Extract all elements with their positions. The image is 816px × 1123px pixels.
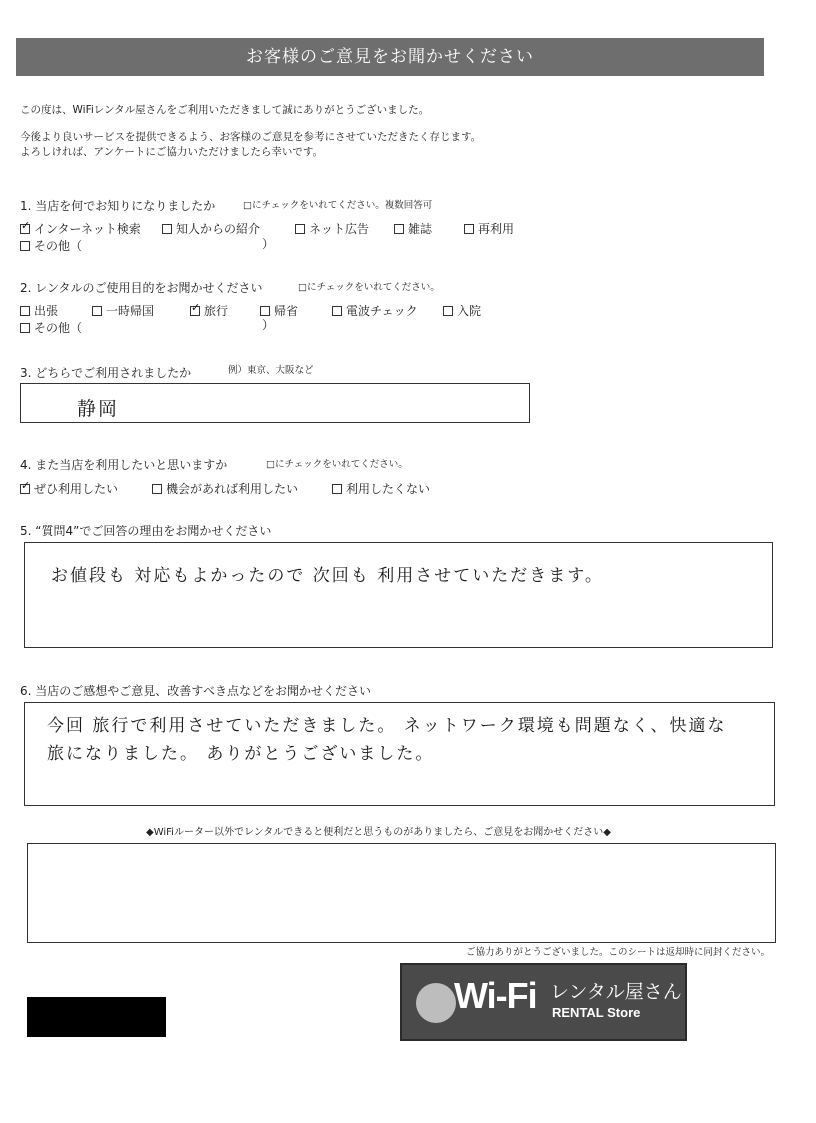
store-logo [400,963,687,1041]
intro-line-2: 今後より良いサービスを提供できるよう、お客様のご意見を参考にさせていただきたく存じます。 [20,131,482,143]
option-label: 雑誌 [408,222,433,236]
logo-en-text: RENTAL Store [552,1005,641,1020]
question-3-note: 例）東京、大阪など [228,365,314,376]
option-label: 電波チェック [346,304,418,318]
checkbox-icon[interactable] [20,306,30,316]
option-label: インターネット検索 [34,222,141,236]
q2-option-signal-check[interactable] [332,302,418,319]
option-label: ぜひ利用したい [34,482,119,496]
question-7-label: ◆WiFiルーター以外でレンタルできると便利だと思うものがありましたら、ご意見をお聞かせください◆ [146,827,611,838]
q4-option-if-opportunity[interactable] [152,480,298,497]
option-label: 出張 [34,304,59,318]
q5-answer-field[interactable] [24,542,773,648]
q6-handwritten-line-2: 旅になりました。 ありがとうございました。 [47,744,435,764]
q1-option-referral[interactable] [162,220,260,237]
option-label: 入院 [457,304,482,318]
checkbox-icon[interactable] [92,306,102,316]
option-label: その他（ [34,321,83,335]
option-label: 一時帰国 [106,304,155,318]
option-label: 知人からの紹介 [176,222,261,236]
logo-wifi-text: Wi-Fi [454,975,537,1016]
question-3-label: 3. どちらでご利用されましたか [20,366,192,380]
q3-answer-field[interactable] [20,383,530,423]
q5-handwritten-answer: お値段も 対応もよかったので 次回も 利用させていただきます。 [51,566,604,586]
q2-option-hospital[interactable] [443,302,481,319]
q1-option-reuse[interactable] [464,220,514,237]
checkbox-checked-icon[interactable] [190,306,200,316]
checkbox-icon[interactable] [332,306,342,316]
question-1-note: □にチェックをいれてください。複数回答可 [243,200,433,211]
checkbox-icon[interactable] [394,224,404,234]
checkbox-icon[interactable] [332,484,342,494]
question-4-note: □にチェックをいれてください。 [266,459,408,470]
checkbox-icon[interactable] [162,224,172,234]
option-label: ネット広告 [309,222,370,236]
checkbox-icon[interactable] [464,224,474,234]
q1-option-magazine[interactable] [394,220,432,237]
checkbox-icon[interactable] [295,224,305,234]
footer-thanks: ご協力ありがとうございました。このシートは返却時に同封ください。 [466,947,771,958]
q2-other-close-paren: ） [262,318,275,332]
checkbox-checked-icon[interactable] [20,484,30,494]
q7-answer-field[interactable] [27,843,776,943]
q2-option-temporary-return[interactable] [92,302,154,319]
q2-option-business-trip[interactable] [20,302,58,319]
q4-option-definitely[interactable] [20,480,118,497]
q6-answer-field[interactable] [24,702,775,806]
checkbox-icon[interactable] [20,323,30,333]
checkbox-icon[interactable] [20,241,30,251]
checkbox-checked-icon[interactable] [20,224,30,234]
checkbox-icon[interactable] [260,306,270,316]
question-4-label: 4. また当店を利用したいと思いますか [20,458,228,472]
q2-option-other[interactable] [20,319,82,336]
logo-jp-text: レンタル屋さん [550,981,682,1003]
option-label: 利用したくない [346,482,431,496]
question-5-label: 5. “質問4”でご回答の理由をお聞かせください [20,524,272,538]
q3-handwritten-answer: 静岡 [77,398,120,420]
q6-handwritten-line-1: 今回 旅行で利用させていただきました。 ネットワーク環境も問題なく、快適な [47,716,727,736]
page-title: お客様のご意見をお聞かせください [16,38,764,76]
question-2-note: □にチェックをいれてください。 [298,282,440,293]
intro-line-3: よろしければ、アンケートにご協力いただけましたら幸いです。 [20,146,324,158]
question-6-label: 6. 当店のご感想やご意見、改善すべき点などをお聞かせください [20,684,372,698]
question-1-label: 1. 当店を何でお知りになりましたか [20,199,216,213]
q4-option-no[interactable] [332,480,430,497]
option-label: 再利用 [478,222,515,236]
q1-option-net-ad[interactable] [295,220,369,237]
q2-option-travel[interactable] [190,302,228,319]
q1-option-other[interactable] [20,237,82,254]
q1-option-internet-search[interactable] [20,220,141,237]
checkbox-icon[interactable] [443,306,453,316]
option-label: 機会があれば利用したい [166,482,299,496]
intro-line-1: この度は、WiFiレンタル屋さんをご利用いただきまして誠にありがとうございました。 [20,104,430,116]
option-label: 旅行 [204,304,229,318]
question-2-label: 2. レンタルのご使用目的をお聞かせください [20,281,263,295]
option-label: 帰省 [274,304,299,318]
option-label: その他（ [34,239,83,253]
q1-other-close-paren: ） [262,237,275,251]
redacted-block [27,997,166,1037]
checkbox-icon[interactable] [152,484,162,494]
mascot-icon [416,983,456,1023]
